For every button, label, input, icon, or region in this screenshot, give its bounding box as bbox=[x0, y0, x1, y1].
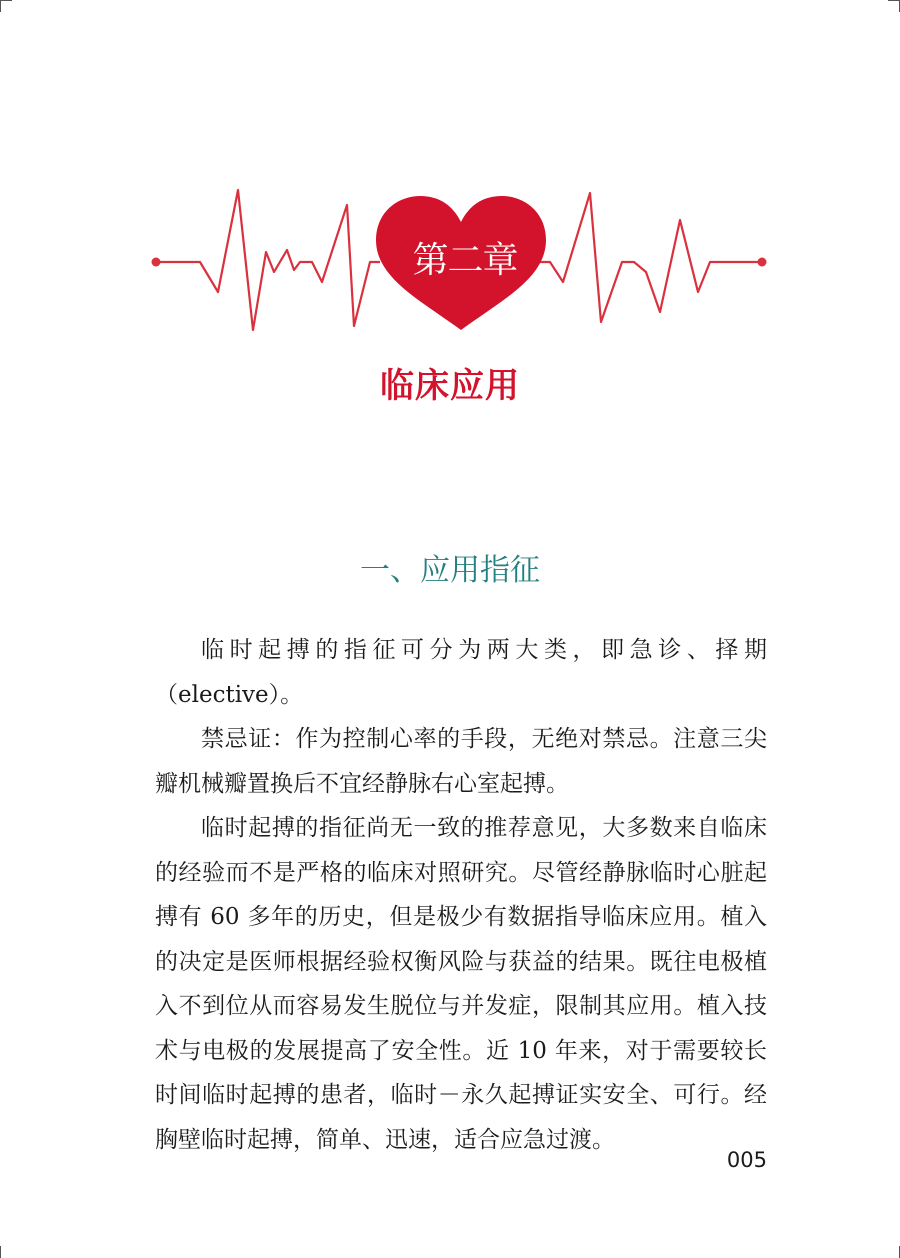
paragraph: 临时起搏的指征尚无一致的推荐意见，大多数来自临床的经验而不是严格的临床对照研究。尽管经静脉临时心脏起搏有 60 多年的历史，但是极少有数据指导临床应用。植入的决定是医师根据经验权衡风险与获益的结果。既往电极植入不到位从而容易发生脱位与并发症，限制其应用。植入技术与电极的发展提高了安全性。近 10 年来，对于需要较长时间临时起搏的患者，临时－永久起搏证实安全、可行。经胸壁临时起搏，简单、迅速，适合应急过渡。 bbox=[155, 815, 767, 1153]
crop-mark-top-right-h bbox=[888, 0, 900, 1]
section-title: 一、应用指征 bbox=[360, 553, 540, 588]
page-number: 005 bbox=[726, 1148, 767, 1172]
body-text bbox=[155, 628, 767, 1162]
chapter-title: 临床应用 bbox=[380, 366, 520, 406]
paragraph: 禁忌证：作为控制心率的手段，无绝对禁忌。注意三尖瓣机械瓣置换后不宜经静脉右心室起搏。 bbox=[155, 726, 767, 797]
crop-mark-top-left-h bbox=[0, 0, 12, 1]
paragraph: 临时起搏的指征可分为两大类，即急诊、择期（elective）。 bbox=[155, 637, 767, 708]
crop-mark-top-left bbox=[0, 0, 1, 12]
ecg-line-right-icon bbox=[540, 193, 767, 322]
crop-mark-bottom-left bbox=[0, 1246, 1, 1258]
chapter-label: 第二章 bbox=[412, 240, 518, 281]
ecg-line-left-icon bbox=[152, 190, 381, 330]
